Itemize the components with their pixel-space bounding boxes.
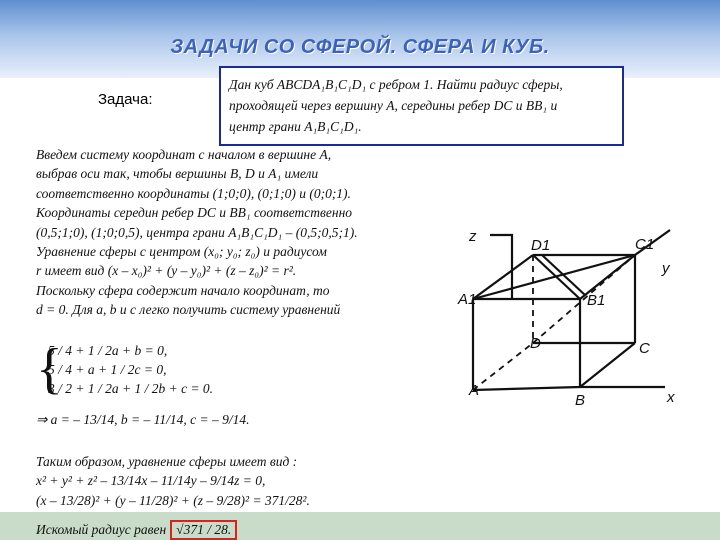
diagonal-d1-b1 [533, 255, 580, 299]
conclusion-line: x² + y² + z² – 13/14x – 11/14y – 9/14z = 0, [36, 473, 266, 489]
label-b1: B1 [587, 292, 606, 309]
final-answer [36, 520, 237, 540]
solution-line: Уравнение сферы с центром (x₀; y₀; z₀) и радиусом [36, 244, 327, 260]
solution-line: выбрав оси так, чтобы вершины B, D и A₁ имели [36, 166, 319, 182]
final-answer-prefix: Искомый радиус равен [36, 522, 167, 537]
solution-line: (0,5;1;0), (1;0;0,5), центра грани A₁B₁C₁D₁ – (0,5;0,5;1). [36, 224, 358, 240]
conclusion-line: Таким образом, уравнение сферы имеет вид : [36, 454, 298, 469]
system-brace: { [36, 338, 63, 400]
label-x: x [667, 389, 675, 406]
system-equation: 3 / 2 + 1 / 2a + 1 / 2b + c = 0. [48, 381, 214, 396]
system-equation: 5 / 4 + a + 1 / 2c = 0, [48, 362, 167, 377]
solution-line: r имеет вид (x – x₀)² + (y – y₀)² + (z – z₀)² = r². [36, 263, 297, 279]
edge-b-c [580, 343, 635, 387]
edge-a-d [473, 343, 533, 390]
task-line: центр грани A₁B₁C₁D₁. [229, 119, 362, 134]
conclusion-line: (x – 13/28)² + (y – 11/28)² + (z – 9/28)² = 371/28². [36, 492, 310, 508]
label-a1: A1 [458, 291, 477, 308]
label-z: z [469, 228, 477, 245]
edge-a1-d1 [473, 255, 533, 299]
solution-line: соответственно координаты (1;0;0), (0;1;0) и (0;0;1). [36, 185, 351, 201]
label-d: D [530, 335, 541, 352]
label-a: A [469, 382, 480, 399]
label-b: B [575, 392, 586, 409]
solution-text [36, 145, 446, 320]
system-equation: 5 / 4 + 1 / 2a + b = 0, [48, 343, 168, 358]
solution-line: Координаты середин ребер DC и BB₁ соответственно [36, 205, 353, 221]
task-box [219, 66, 624, 146]
face-segment [542, 255, 585, 295]
solution-line: Поскольку сфера содержит начало координат, то [36, 282, 330, 298]
system-solution: ⇒ a = – 13/14, b = – 11/14, c = – 9/14. [36, 412, 250, 427]
label-d1: D1 [531, 237, 551, 254]
edge-a-b [473, 387, 580, 390]
label-y: y [662, 260, 670, 277]
solution-line: Введем систему координат с началом в вершине A, [36, 147, 332, 162]
final-answer-value: √371 / 28. [170, 520, 237, 540]
task-label: Задача: [98, 91, 153, 108]
task-line: Дан куб ABCDA₁B₁C₁D₁ с ребром 1. Найти радиус сферы, [229, 77, 563, 92]
label-c1: C1 [635, 236, 655, 253]
task-line: проходящей через вершину A, середины ребер DC и BB₁ и [229, 98, 558, 113]
solution-line: d = 0. Для a, b и c легко получить систему уравнений [36, 302, 341, 318]
conclusion [36, 452, 310, 510]
equation-system [36, 338, 214, 400]
label-c: C [639, 340, 650, 357]
cube-diagram [455, 225, 695, 415]
slide-title: ЗАДАЧИ СО СФЕРОЙ. СФЕРА И КУБ. [170, 36, 550, 58]
